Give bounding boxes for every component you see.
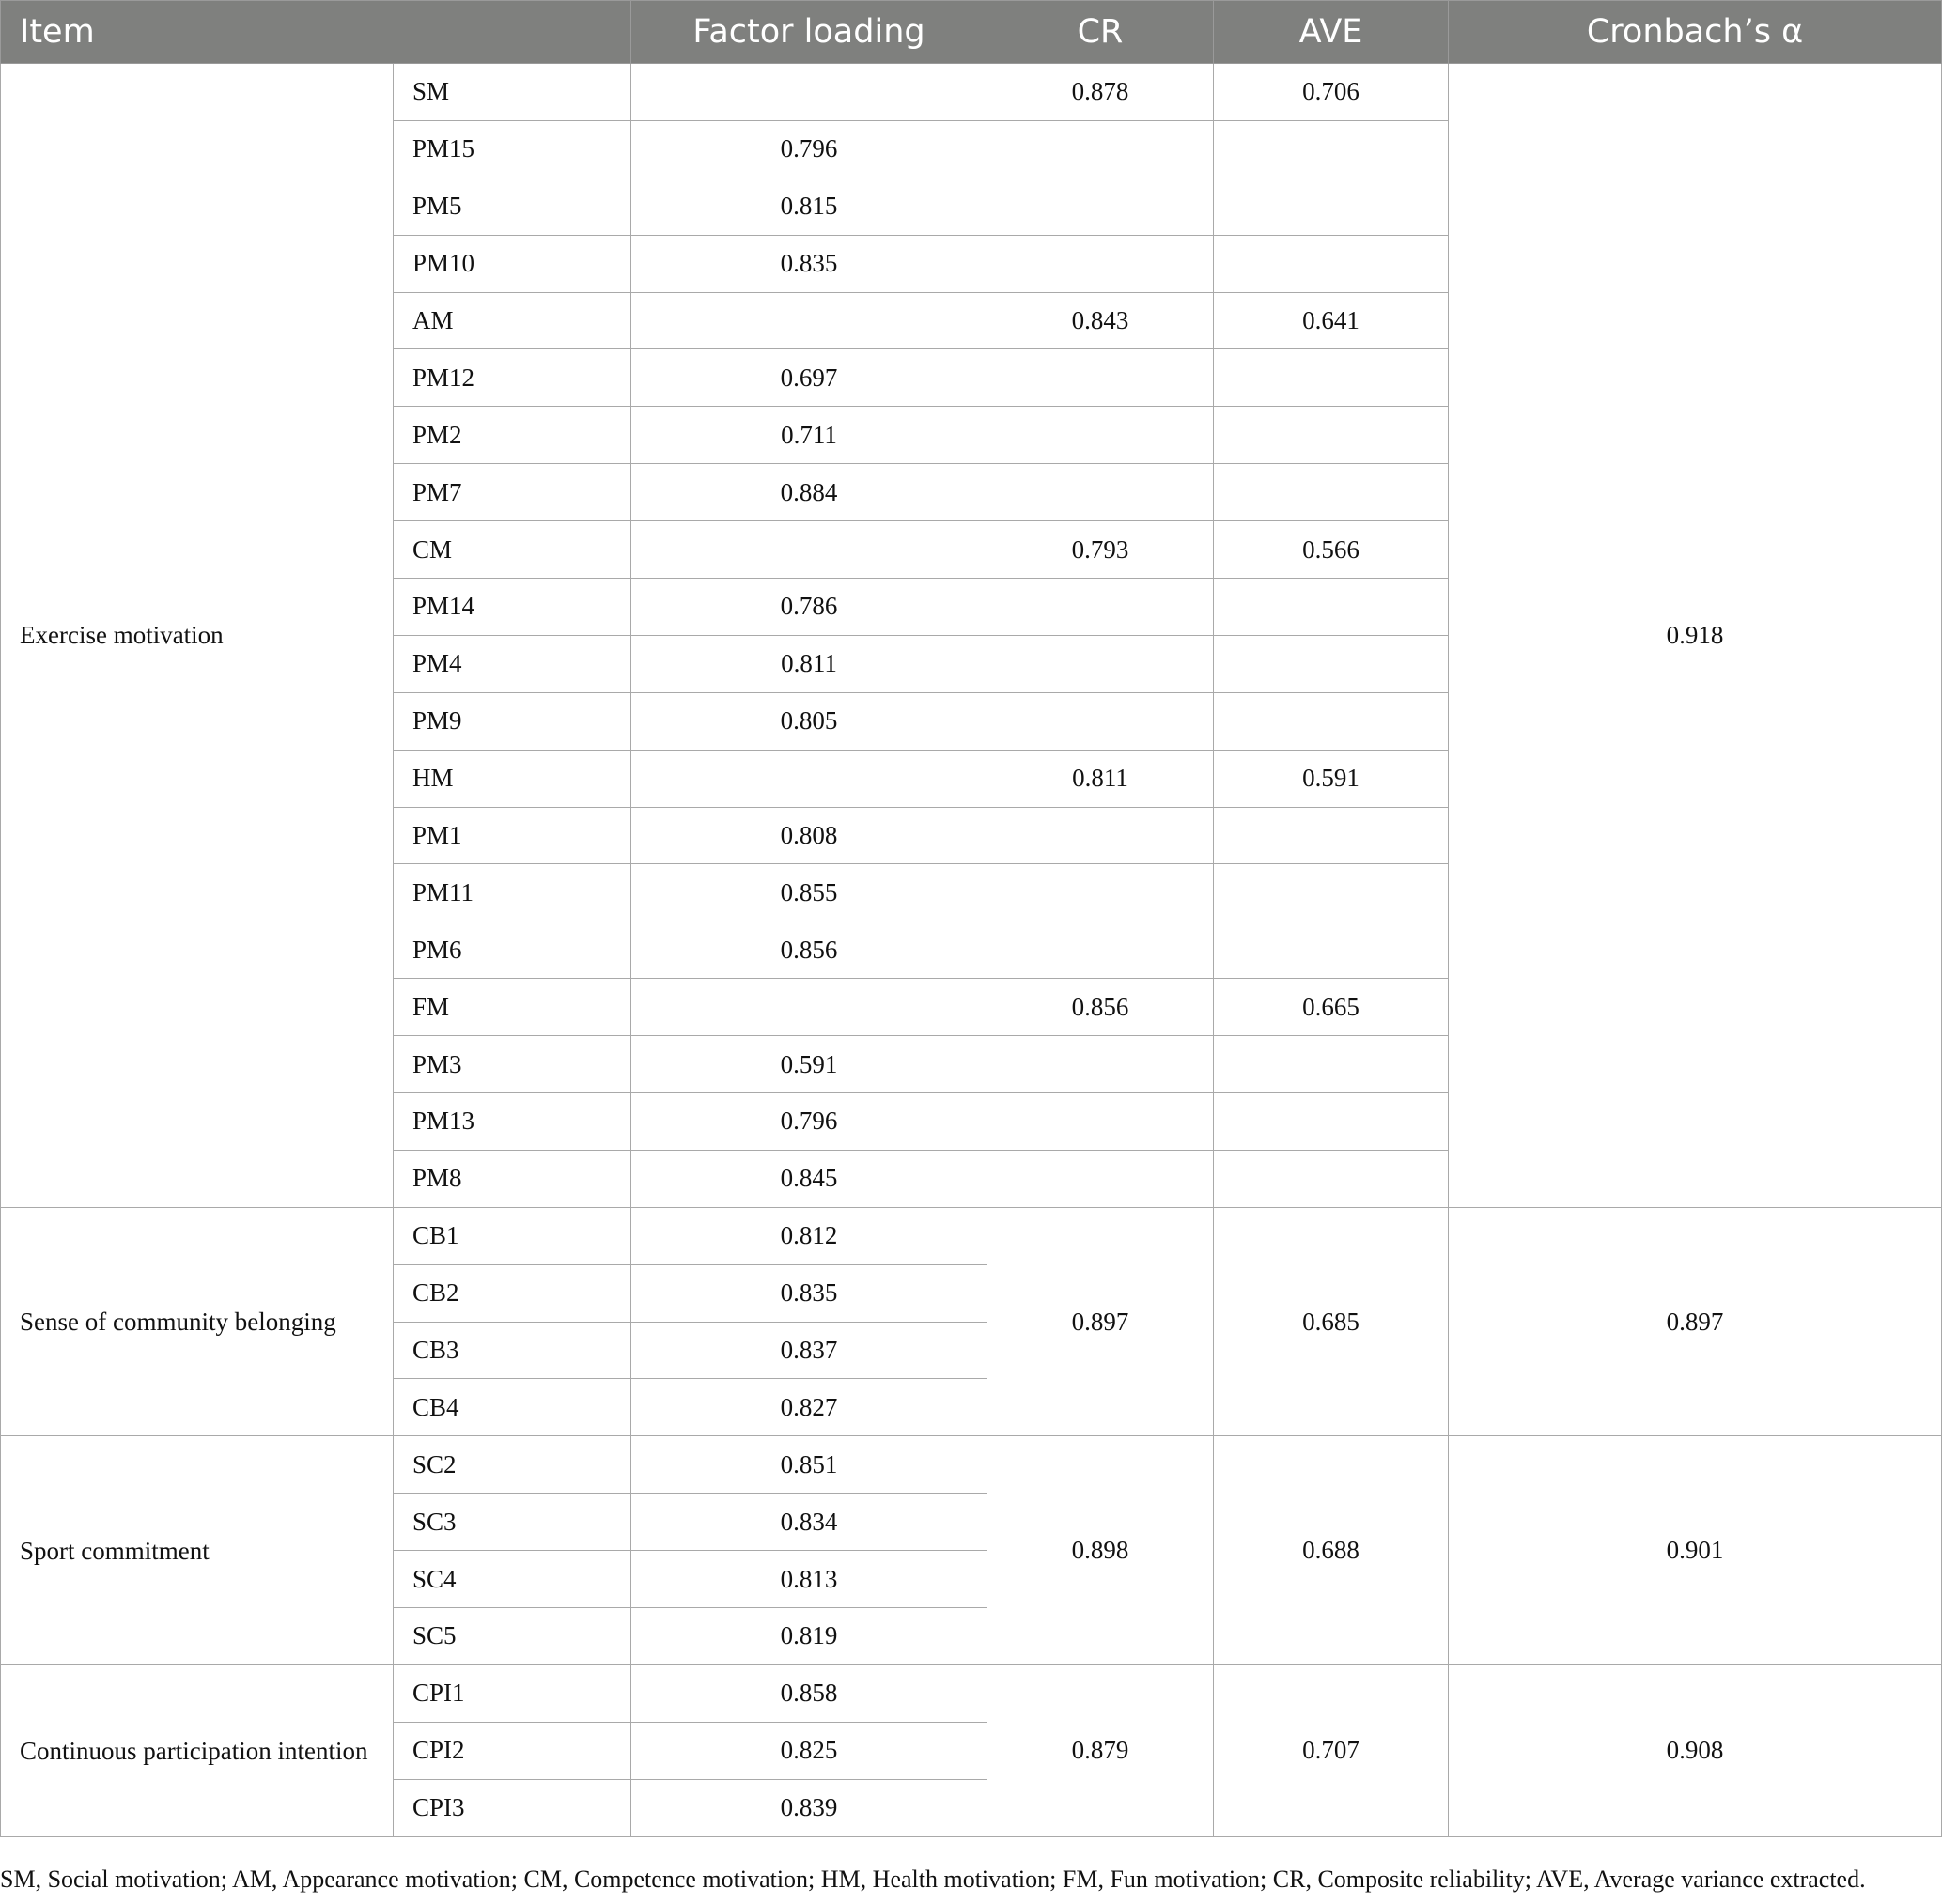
factor-loading-cell: 0.808	[631, 807, 987, 864]
factor-loading-cell: 0.851	[631, 1436, 987, 1494]
ave-cell	[1214, 178, 1449, 235]
sub-item: SM	[394, 64, 631, 121]
cr-cell	[987, 178, 1214, 235]
cr-cell	[987, 921, 1214, 979]
cr-cell	[987, 1093, 1214, 1151]
cr-cell: 0.898	[987, 1436, 1214, 1665]
sub-item: PM11	[394, 864, 631, 921]
factor-loading-cell	[631, 292, 987, 349]
sub-item: PM14	[394, 579, 631, 636]
factor-loading-cell: 0.839	[631, 1779, 987, 1836]
factor-loading-cell: 0.858	[631, 1664, 987, 1722]
factor-loading-cell: 0.837	[631, 1322, 987, 1379]
cr-cell	[987, 464, 1214, 521]
sub-item: CB2	[394, 1264, 631, 1322]
factor-loading-cell: 0.845	[631, 1150, 987, 1207]
sub-item: PM5	[394, 178, 631, 235]
sub-item: PM8	[394, 1150, 631, 1207]
alpha-cell: 0.908	[1449, 1664, 1942, 1836]
sub-item: CB1	[394, 1207, 631, 1264]
header-item: Item	[1, 1, 631, 64]
sub-item: PM15	[394, 120, 631, 178]
sub-item: CPI2	[394, 1722, 631, 1779]
alpha-cell: 0.918	[1449, 64, 1942, 1208]
table-row	[1, 1207, 1942, 1264]
factor-loading-cell: 0.855	[631, 864, 987, 921]
factor-loading-cell: 0.697	[631, 349, 987, 407]
sub-item: PM3	[394, 1036, 631, 1093]
cr-cell	[987, 864, 1214, 921]
cr-cell	[987, 692, 1214, 750]
factor-loading-cell: 0.812	[631, 1207, 987, 1264]
factor-loading-cell	[631, 64, 987, 121]
factor-loading-cell	[631, 750, 987, 807]
factor-loading-cell: 0.825	[631, 1722, 987, 1779]
sub-item: PM9	[394, 692, 631, 750]
table-row	[1, 64, 1942, 121]
factor-loading-cell: 0.811	[631, 635, 987, 692]
ave-cell	[1214, 464, 1449, 521]
sub-item: AM	[394, 292, 631, 349]
ave-cell	[1214, 807, 1449, 864]
factor-loading-cell: 0.835	[631, 1264, 987, 1322]
factor-loading-cell: 0.835	[631, 235, 987, 292]
sub-item: CM	[394, 521, 631, 579]
sub-item: SC4	[394, 1551, 631, 1608]
factor-loading-cell: 0.884	[631, 464, 987, 521]
table-header	[1, 1, 1942, 64]
sub-item: PM2	[394, 407, 631, 464]
sub-item: SC2	[394, 1436, 631, 1494]
sub-item: SC5	[394, 1608, 631, 1665]
ave-cell: 0.641	[1214, 292, 1449, 349]
ave-cell	[1214, 921, 1449, 979]
factor-loading-cell: 0.591	[631, 1036, 987, 1093]
cr-cell: 0.811	[987, 750, 1214, 807]
alpha-cell: 0.897	[1449, 1207, 1942, 1436]
ave-cell: 0.665	[1214, 979, 1449, 1036]
ave-cell: 0.706	[1214, 64, 1449, 121]
sub-item: PM10	[394, 235, 631, 292]
cr-cell	[987, 1150, 1214, 1207]
ave-cell: 0.707	[1214, 1664, 1449, 1836]
sub-item: FM	[394, 979, 631, 1036]
factor-loading-cell: 0.796	[631, 120, 987, 178]
table-footnote: SM, Social motivation; AM, Appearance motivation; CM, Competence motivation; HM, Health motivation; FM, Fun motivation; CR, Composite reliability; AVE, Average variance extracted.	[0, 1865, 1866, 1893]
cr-cell	[987, 235, 1214, 292]
cr-cell: 0.879	[987, 1664, 1214, 1836]
ave-cell	[1214, 1036, 1449, 1093]
ave-cell	[1214, 120, 1449, 178]
group-label: Continuous participation intention	[1, 1664, 394, 1836]
group-label: Sport commitment	[1, 1436, 394, 1665]
sub-item: PM4	[394, 635, 631, 692]
sub-item: CB3	[394, 1322, 631, 1379]
factor-loading-cell	[631, 521, 987, 579]
ave-cell: 0.688	[1214, 1436, 1449, 1665]
ave-cell	[1214, 692, 1449, 750]
cr-cell	[987, 349, 1214, 407]
ave-cell: 0.685	[1214, 1207, 1449, 1436]
cr-cell: 0.793	[987, 521, 1214, 579]
table-row	[1, 1436, 1942, 1494]
sub-item: PM1	[394, 807, 631, 864]
cr-cell: 0.897	[987, 1207, 1214, 1436]
cr-cell	[987, 407, 1214, 464]
factor-loading-cell: 0.813	[631, 1551, 987, 1608]
group-label: Exercise motivation	[1, 64, 394, 1208]
alpha-cell: 0.901	[1449, 1436, 1942, 1665]
table-row	[1, 1664, 1942, 1722]
factor-loading-cell: 0.711	[631, 407, 987, 464]
ave-cell	[1214, 579, 1449, 636]
factor-loading-cell: 0.805	[631, 692, 987, 750]
sub-item: PM6	[394, 921, 631, 979]
header-ave: AVE	[1214, 1, 1449, 64]
cr-cell	[987, 807, 1214, 864]
factor-loading-cell: 0.856	[631, 921, 987, 979]
sub-item: SC3	[394, 1494, 631, 1551]
ave-cell	[1214, 235, 1449, 292]
ave-cell	[1214, 1093, 1449, 1151]
factor-loading-cell: 0.815	[631, 178, 987, 235]
cr-cell: 0.843	[987, 292, 1214, 349]
sub-item: CPI3	[394, 1779, 631, 1836]
sub-item: PM13	[394, 1093, 631, 1151]
table-body	[1, 64, 1942, 1837]
ave-cell	[1214, 1150, 1449, 1207]
cr-cell	[987, 120, 1214, 178]
cr-cell: 0.856	[987, 979, 1214, 1036]
sub-item: HM	[394, 750, 631, 807]
sub-item: PM7	[394, 464, 631, 521]
factor-loading-cell: 0.796	[631, 1093, 987, 1151]
header-cr: CR	[987, 1, 1214, 64]
ave-cell: 0.566	[1214, 521, 1449, 579]
ave-cell	[1214, 635, 1449, 692]
ave-cell	[1214, 864, 1449, 921]
factor-loading-cell: 0.827	[631, 1379, 987, 1436]
factor-loading-cell: 0.819	[631, 1608, 987, 1665]
header-factor-loading: Factor loading	[631, 1, 987, 64]
sub-item: CB4	[394, 1379, 631, 1436]
factor-loading-cell	[631, 979, 987, 1036]
ave-cell: 0.591	[1214, 750, 1449, 807]
ave-cell	[1214, 407, 1449, 464]
group-label: Sense of community belonging	[1, 1207, 394, 1436]
ave-cell	[1214, 349, 1449, 407]
factor-loading-cell: 0.834	[631, 1494, 987, 1551]
sub-item: PM12	[394, 349, 631, 407]
cr-cell	[987, 579, 1214, 636]
cr-cell	[987, 635, 1214, 692]
cr-cell: 0.878	[987, 64, 1214, 121]
sub-item: CPI1	[394, 1664, 631, 1722]
header-row	[1, 1, 1942, 64]
header-cronbach-alpha: Cronbach’s α	[1449, 1, 1942, 64]
factor-loading-cell: 0.786	[631, 579, 987, 636]
cr-cell	[987, 1036, 1214, 1093]
